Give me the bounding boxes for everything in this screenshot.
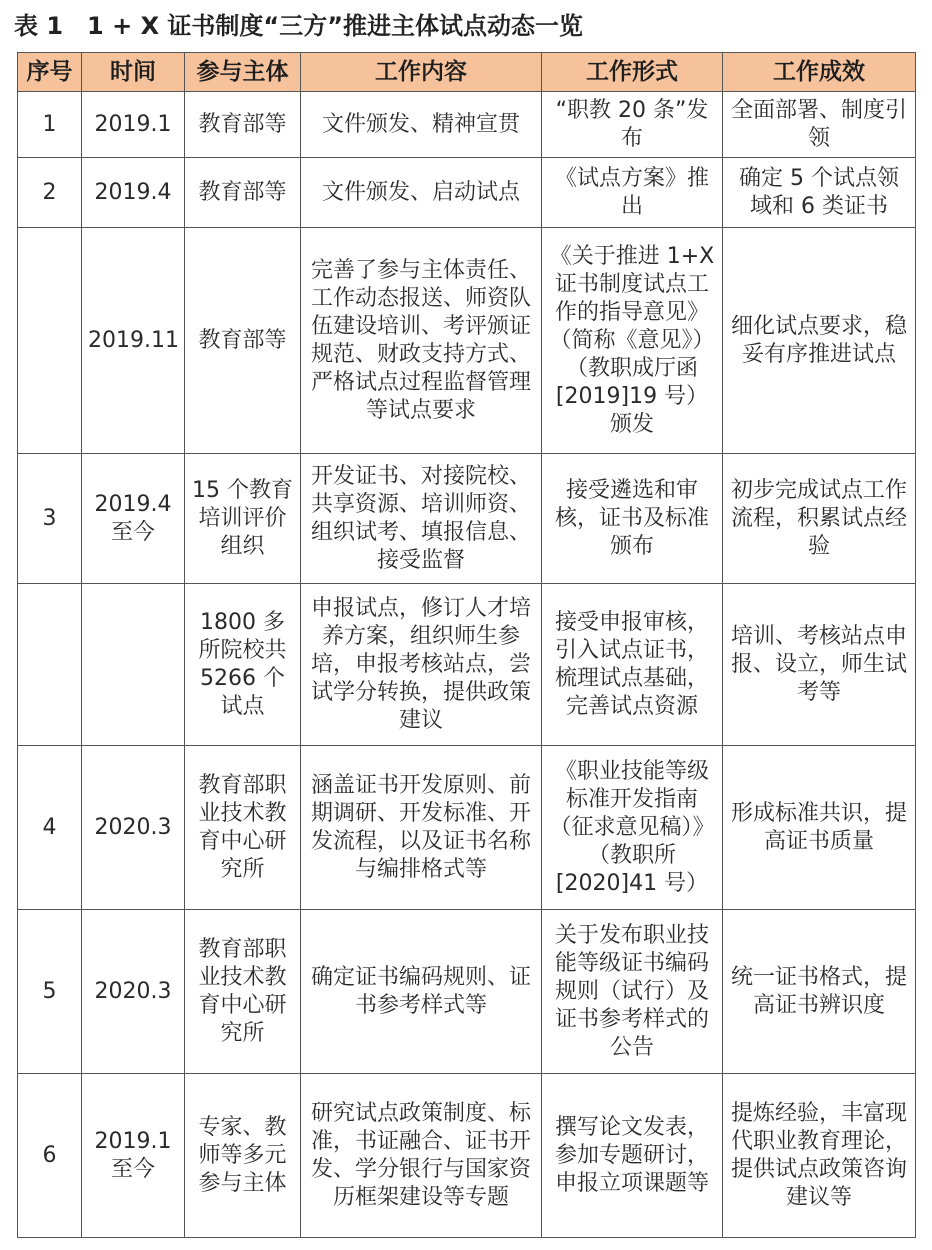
table-row	[18, 228, 916, 454]
cell-form: “职教 20 条”发布	[542, 92, 723, 158]
cell-no: 3	[18, 454, 82, 584]
table-row	[18, 1074, 916, 1238]
cell-content: 申报试点，修订人才培养方案，组织师生参培，申报考核站点，尝试学分转换，提供政策建议	[301, 584, 542, 746]
cell-time: 2020.3	[82, 746, 185, 910]
cell-no	[18, 228, 82, 454]
cell-effect: 形成标准共识，提高证书质量	[723, 746, 916, 910]
table-row	[18, 454, 916, 584]
cell-form: 《职业技能等级标准开发指南（征求意见稿）》（教职所 [2020]41 号）	[542, 746, 723, 910]
cell-time: 2019.4 至今	[82, 454, 185, 584]
col-header-subject: 参与主体	[185, 53, 301, 92]
cell-content: 完善了参与主体责任、工作动态报送、师资队伍建设培训、考评颁证规范、财政支持方式、严格试点过程监督管理等试点要求	[301, 228, 542, 454]
col-header-effect: 工作成效	[723, 53, 916, 92]
cell-effect: 提炼经验，丰富现代职业教育理论，提供试点政策咨询建议等	[723, 1074, 916, 1238]
cell-form: 《关于推进 1+X 证书制度试点工作的指导意见》（简称《意见》）（教职成厅函 [2019]19 号）颁发	[542, 228, 723, 454]
cell-time: 2020.3	[82, 910, 185, 1074]
cell-content: 涵盖证书开发原则、前期调研、开发标准、开发流程，以及证书名称与编排格式等	[301, 746, 542, 910]
cell-subject: 教育部等	[185, 158, 301, 228]
cell-time	[82, 584, 185, 746]
cell-effect: 统一证书格式，提高证书辨识度	[723, 910, 916, 1074]
cell-form: 关于发布职业技能等级证书编码规则（试行）及证书参考样式的公告	[542, 910, 723, 1074]
cell-content: 文件颁发、启动试点	[301, 158, 542, 228]
cell-no: 1	[18, 92, 82, 158]
pilot-dynamics-table	[17, 52, 916, 1238]
table-header-row	[18, 53, 916, 92]
cell-subject: 教育部职业技术教育中心研究所	[185, 910, 301, 1074]
table-row	[18, 746, 916, 910]
cell-content: 文件颁发、精神宣贯	[301, 92, 542, 158]
cell-effect: 确定 5 个试点领域和 6 类证书	[723, 158, 916, 228]
cell-time: 2019.1	[82, 92, 185, 158]
cell-subject: 15 个教育培训评价组织	[185, 454, 301, 584]
cell-subject: 1800 多所院校共 5266 个试点	[185, 584, 301, 746]
table-row	[18, 158, 916, 228]
cell-content: 开发证书、对接院校、共享资源、培训师资、组织试考、填报信息、接受监督	[301, 454, 542, 584]
cell-subject: 教育部等	[185, 92, 301, 158]
table-row	[18, 584, 916, 746]
cell-subject: 教育部职业技术教育中心研究所	[185, 746, 301, 910]
cell-subject: 专家、教师等多元参与主体	[185, 1074, 301, 1238]
cell-content: 确定证书编码规则、证书参考样式等	[301, 910, 542, 1074]
col-header-no: 序号	[18, 53, 82, 92]
cell-time: 2019.11	[82, 228, 185, 454]
table-row	[18, 910, 916, 1074]
cell-time: 2019.1 至今	[82, 1074, 185, 1238]
col-header-form: 工作形式	[542, 53, 723, 92]
cell-effect: 初步完成试点工作流程，积累试点经验	[723, 454, 916, 584]
col-header-content: 工作内容	[301, 53, 542, 92]
cell-form: 接受遴选和审核，证书及标准颁布	[542, 454, 723, 584]
cell-time: 2019.4	[82, 158, 185, 228]
cell-effect: 全面部署、制度引领	[723, 92, 916, 158]
col-header-time: 时间	[82, 53, 185, 92]
cell-no: 6	[18, 1074, 82, 1238]
cell-content: 研究试点政策制度、标准，书证融合、证书开发、学分银行与国家资历框架建设等专题	[301, 1074, 542, 1238]
cell-no: 5	[18, 910, 82, 1074]
table-row	[18, 92, 916, 158]
cell-effect: 培训、考核站点申报、设立，师生试考等	[723, 584, 916, 746]
table-caption: 表 1 1 + X 证书制度“三方”推进主体试点动态一览	[14, 12, 583, 40]
cell-effect: 细化试点要求，稳妥有序推进试点	[723, 228, 916, 454]
cell-form: 《试点方案》推出	[542, 158, 723, 228]
cell-form: 接受申报审核，引入试点证书，梳理试点基础，完善试点资源	[542, 584, 723, 746]
cell-no	[18, 584, 82, 746]
cell-form: 撰写论文发表，参加专题研讨，申报立项课题等	[542, 1074, 723, 1238]
cell-no: 4	[18, 746, 82, 910]
cell-no: 2	[18, 158, 82, 228]
cell-subject: 教育部等	[185, 228, 301, 454]
